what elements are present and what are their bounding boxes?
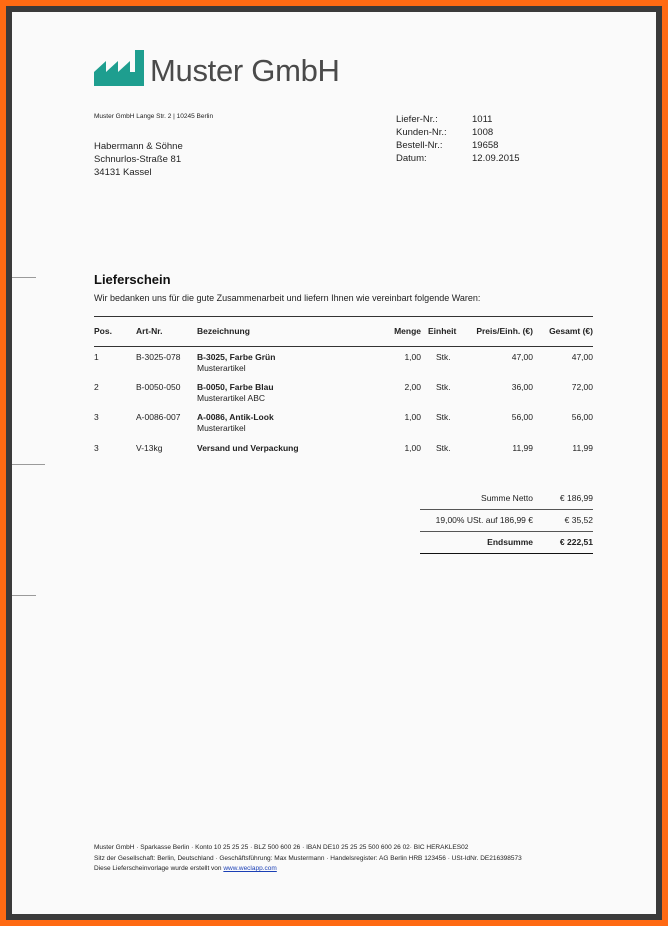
delivery-meta	[396, 113, 520, 165]
cell-pos: 2	[94, 382, 99, 392]
footer-bank-line: Muster GmbH · Sparkasse Berlin · Konto 10 25 25 25 · BLZ 500 600 26 · IBAN DE10 25 25 25 500 600 26 02· BIC HERAKLES02	[94, 844, 469, 851]
meta-value: 1008	[472, 127, 494, 138]
cell-gesamt: 11,99	[572, 443, 593, 453]
totals-end-row	[420, 532, 593, 553]
header-bez: Bezeichnung	[197, 326, 250, 336]
meta-label: Kunden-Nr.:	[396, 127, 447, 138]
fold-mark-top	[12, 277, 36, 278]
cell-preis: 56,00	[511, 412, 533, 422]
cell-art: B-0050-050	[136, 382, 181, 392]
cell-menge: 1,00	[404, 352, 421, 362]
sender-line: Muster GmbH Lange Str. 2 | 10245 Berlin	[94, 113, 214, 120]
header-preis: Preis/Einh. (€)	[476, 326, 533, 336]
table-row	[94, 352, 593, 382]
totals-netto-row	[420, 488, 593, 509]
fold-mark-bottom	[12, 595, 36, 596]
meta-value: 19658	[472, 140, 499, 151]
totals-end-rule	[420, 553, 593, 554]
document-page	[12, 12, 656, 914]
cell-preis: 47,00	[511, 352, 533, 362]
fold-mark-middle	[12, 464, 45, 465]
cell-gesamt: 56,00	[571, 412, 593, 422]
cell-bez: B-0050, Farbe Blau	[197, 382, 274, 392]
ust-label: 19,00% USt. auf 186,99 €	[435, 515, 533, 525]
intro-text: Wir bedanken uns für die gute Zusammenarbeit und liefern Ihnen wie vereinbart folgende Waren:	[94, 293, 481, 303]
cell-pos: 3	[94, 443, 99, 453]
table-row	[94, 442, 593, 472]
company-logo	[94, 50, 340, 86]
factory-icon	[94, 50, 144, 86]
cell-pos: 3	[94, 412, 99, 422]
cell-gesamt: 47,00	[571, 352, 593, 362]
recipient-address	[94, 140, 183, 180]
cell-einheit: Stk.	[436, 443, 451, 453]
meta-row	[396, 152, 520, 165]
footer	[94, 843, 522, 875]
header-pos: Pos.	[94, 326, 112, 336]
items-table	[94, 316, 593, 472]
recipient-city: 34131 Kassel	[94, 167, 152, 179]
cell-bez: A-0086, Antik-Look	[197, 412, 274, 422]
cell-sub: Musterartikel	[197, 363, 246, 373]
cell-bez: Versand und Verpackung	[197, 443, 299, 453]
meta-value: 12.09.2015	[472, 153, 520, 164]
table-row	[94, 382, 593, 412]
end-label: Endsumme	[487, 537, 533, 547]
footer-credit-text: Diese Lieferscheinvorlage wurde erstellt von	[94, 865, 224, 872]
cell-sub: Musterartikel ABC	[197, 393, 266, 403]
cell-einheit: Stk.	[436, 412, 451, 422]
cell-menge: 1,00	[404, 412, 421, 422]
meta-label: Bestell-Nr.:	[396, 140, 443, 151]
cell-preis: 36,00	[511, 382, 533, 392]
header-menge: Menge	[394, 326, 421, 336]
company-name: Muster GmbH	[150, 53, 340, 88]
netto-label: Summe Netto	[481, 493, 533, 503]
cell-einheit: Stk.	[436, 352, 451, 362]
cell-sub: Musterartikel	[197, 423, 246, 433]
cell-bez: B-3025, Farbe Grün	[197, 352, 276, 362]
cell-preis: 11,99	[512, 443, 533, 453]
table-row	[94, 412, 593, 442]
recipient-name: Habermann & Söhne	[94, 141, 183, 152]
cell-menge: 2,00	[404, 382, 421, 392]
meta-row	[396, 126, 520, 139]
meta-value: 1011	[472, 114, 493, 125]
footer-company-line: Sitz der Gesellschaft: Berlin, Deutschland · Geschäftsführung: Max Mustermann · Handelsregister: AG Berlin HRB 123456 · USt-IdNr. DE216398573	[94, 854, 522, 862]
document-title: Lieferschein	[94, 272, 171, 287]
meta-label: Liefer-Nr.:	[396, 114, 438, 125]
cell-einheit: Stk.	[436, 382, 451, 392]
meta-label: Datum:	[396, 153, 427, 164]
netto-value: € 186,99	[559, 493, 593, 503]
meta-row	[396, 113, 520, 126]
cell-pos: 1	[94, 352, 99, 362]
table-header	[94, 317, 593, 346]
cell-art: V-13kg	[136, 443, 163, 453]
meta-row	[396, 139, 520, 152]
header-gesamt: Gesamt (€)	[549, 326, 593, 336]
ust-value: € 35,52	[564, 515, 593, 525]
end-value: € 222,51	[559, 537, 593, 547]
cell-menge: 1,00	[404, 443, 421, 453]
cell-art: B-3025-078	[136, 352, 181, 362]
header-einheit: Einheit	[428, 326, 457, 336]
totals-ust-row	[420, 510, 593, 531]
header-art: Art-Nr.	[136, 326, 163, 336]
weclapp-link[interactable]: www.weclapp.com	[223, 865, 277, 872]
recipient-street: Schnurlos-Straße 81	[94, 154, 182, 166]
totals-block	[420, 488, 593, 554]
cell-art: A-0086-007	[136, 412, 181, 422]
footer-credit-line	[94, 864, 522, 875]
cell-gesamt: 72,00	[571, 382, 593, 392]
